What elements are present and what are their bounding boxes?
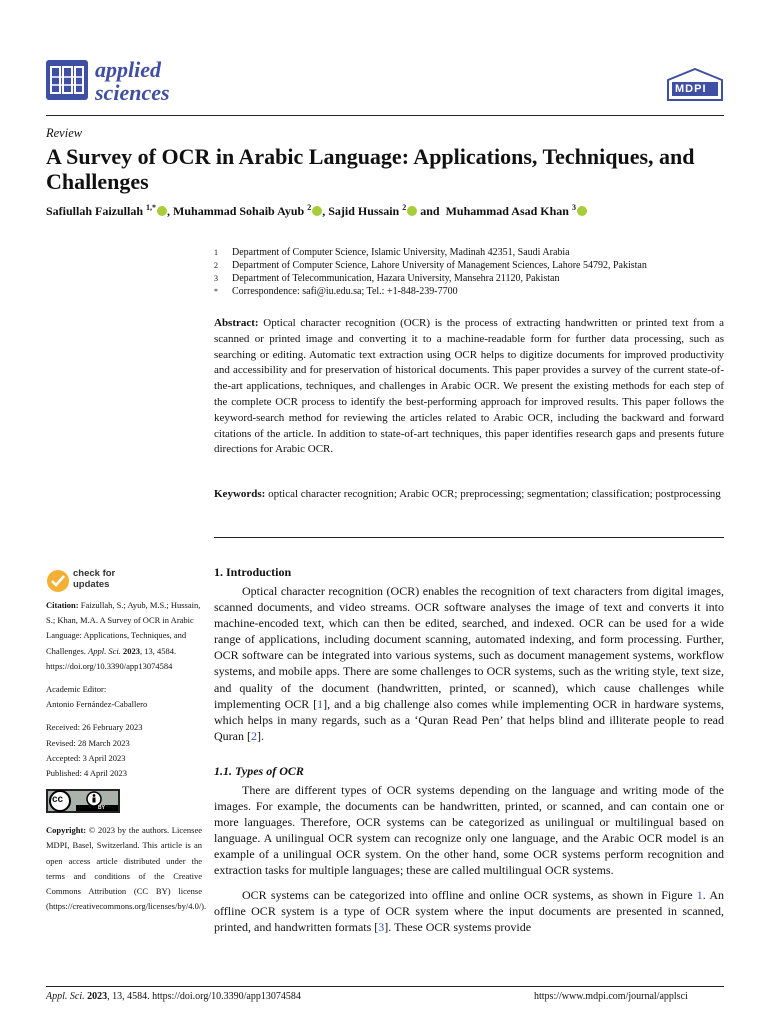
orcid-icon[interactable]	[157, 206, 167, 216]
author-affiliation-marker: 2	[307, 203, 312, 212]
journal-emblem-icon	[46, 60, 88, 100]
author-separator: ,	[322, 204, 329, 218]
footer-journal-url[interactable]: https://www.mdpi.com/journal/applsci	[534, 991, 688, 1002]
citation-doi-link[interactable]: https://doi.org/10.3390/app13074584	[46, 660, 173, 671]
affiliation-text: Department of Computer Science, Islamic University, Madinah 42351, Saudi Arabia	[232, 247, 570, 258]
abstract	[214, 316, 724, 458]
citation-block	[46, 598, 202, 674]
affiliation-text: Department of Telecommunication, Hazara University, Mansehra 21120, Pakistan	[232, 273, 560, 284]
abstract-label: Abstract:	[214, 317, 259, 329]
subsection-heading-types-of-ocr: 1.1. Types of OCR	[214, 764, 304, 778]
author-name[interactable]: Safiullah Faizullah	[46, 204, 144, 218]
cc-by-license-badge[interactable]	[46, 789, 120, 813]
check-for-updates-button[interactable]	[46, 568, 156, 594]
affiliation-number: 1	[214, 248, 218, 257]
author-list	[46, 203, 746, 219]
journal-logo	[46, 58, 186, 110]
copyright-text: © 2023 by the authors. Licensee MDPI, Basel, Switzerland. This article is an open access article distributed under the terms and conditions of the Creative Commons Attribution (CC BY) license (https://creativecommons.org/licenses/by/4.0/).	[46, 825, 207, 912]
types-text-part3: ]. These OCR systems provide	[384, 920, 532, 935]
copyright-block	[46, 823, 207, 914]
journal-name-line1: applied	[95, 57, 161, 82]
affiliation-item	[214, 246, 724, 259]
intro-text-part2: ], and a big challenge also comes while implementing OCR in hardware systems, which helps in many regards, such as a ‘Quran Read Pen’ that helps blind and illiterate people to read Quran [	[214, 696, 725, 743]
affiliation-number: 2	[214, 261, 218, 270]
section-heading-introduction: 1. Introduction	[214, 565, 292, 579]
journal-name-line2: sciences	[95, 80, 170, 105]
footer-citation	[46, 991, 301, 1002]
section-divider	[214, 537, 724, 538]
citation-volume: , 13, 4584.	[139, 645, 177, 656]
types-paragraph-2	[214, 887, 724, 935]
received-date: Received: 26 February 2023	[46, 722, 143, 733]
orcid-icon[interactable]	[407, 206, 417, 216]
publisher-logo	[666, 68, 724, 102]
affiliation-number: *	[214, 287, 218, 296]
dates-block	[46, 720, 202, 781]
orcid-icon[interactable]	[577, 206, 587, 216]
citation-label: Citation:	[46, 600, 79, 610]
author-separator: ,	[167, 204, 174, 218]
affiliation-item	[214, 285, 724, 298]
intro-paragraph	[214, 583, 724, 744]
published-date: Published: 4 April 2023	[46, 768, 127, 779]
keywords	[214, 487, 724, 503]
correspondence-text[interactable]: Correspondence: safi@iu.edu.sa; Tel.: +1-848-239-7700	[232, 286, 458, 297]
article-info-sidebar	[46, 598, 207, 914]
footer-journal: Appl. Sci.	[46, 991, 85, 1002]
publisher-name: MDPI	[675, 83, 707, 95]
author-conjunction: and	[417, 204, 443, 218]
keywords-text: optical character recognition; Arabic OCR; preprocessing; segmentation; classification; postprocessing	[268, 488, 721, 500]
revised-date: Revised: 28 March 2023	[46, 737, 130, 748]
author-affiliation-marker: 3	[571, 203, 576, 212]
types-text-part1: OCR systems can be categorized into offline and online OCR systems, as shown in Figure	[242, 888, 697, 902]
cc-label: cc	[52, 794, 64, 806]
author-name[interactable]: Muhammad Asad Khan	[445, 204, 569, 218]
intro-text-part1: Optical character recognition (OCR) enables the recognition of text characters from digital images, scanned documents, and video streams. OCR software analyses the image of text and converts it into machine-encoded text, which can then be edited, searched, and indexed. OCR can be used for a wide range of applications, including document scanning, automated indexing, and form processing. Further, OCR software can be integrated into various systems, such as document management systems, workflow systems, and mobile apps. There are some challenges to OCR systems, such as the writing style, text size, and quality of the document (handwritten, printed, or scanned), which cause challenges while implementing OCR [	[214, 584, 724, 711]
citation-year: 2023	[122, 645, 140, 656]
figure-link[interactable]: 1	[696, 888, 703, 902]
intro-text-part3: ].	[256, 728, 264, 743]
footer-divider	[46, 986, 724, 987]
citation-journal: Appl. Sci.	[88, 645, 121, 656]
check-updates-line1: check for	[73, 568, 116, 579]
abstract-text: Optical character recognition (OCR) is the process of extracting handwritten or printed text from a scanned or printed image and converting it to a machine-readable form for further data processing, such as searching or editing. Automatic text extraction using OCR helps to digitize documents for improved productivity and accessibility and for preservation of historical documents. This paper provides a survey of the current state-of-the-art applications, techniques, and challenges in Arabic OCR. We present the existing methods for each step of the complete OCR process to identify the best-performing approach for improved results. This paper follows the keyword-search method for reviewing the articles related to Arabic OCR, including the backward and forward citations of the article. In addition to state-of-art techniques, this paper identifies research gaps and presents future directions for Arabic OCR.	[214, 317, 724, 456]
reference-link[interactable]: 1	[317, 696, 324, 711]
check-updates-icon	[46, 569, 70, 593]
author-affiliation-marker: 1,*	[146, 203, 157, 212]
by-label: BY	[98, 805, 105, 812]
affiliation-item	[214, 272, 724, 285]
keywords-label: Keywords:	[214, 488, 266, 500]
orcid-icon[interactable]	[312, 206, 322, 216]
footer-year: 2023	[87, 991, 108, 1002]
author-name[interactable]: Sajid Hussain	[328, 204, 400, 218]
header-divider	[46, 115, 724, 116]
editor-block	[46, 682, 202, 712]
editor-name: Antonio Fernández-Caballero	[46, 699, 148, 710]
affiliation-item	[214, 259, 724, 272]
citation-text: Faizullah, S.; Ayub, M.S.; Hussain, S.; Khan, M.A. A Survey of OCR in Arabic Language: Applications, Techniques, and Challenges.	[46, 600, 201, 656]
author-name[interactable]: Muhammad Sohaib Ayub	[173, 204, 305, 218]
check-updates-line2: updates	[73, 579, 110, 590]
types-text-part2: . An offline OCR system is a type of OCR system where the input documents are presented in scanned, printed, and handwritten formats [	[214, 888, 724, 935]
article-title: A Survey of OCR in Arabic Language: Applications, Techniques, and Challenges	[46, 144, 695, 194]
affiliation-number: 3	[214, 274, 218, 283]
copyright-label: Copyright:	[46, 825, 87, 836]
reference-link[interactable]: 2	[250, 728, 257, 743]
accepted-date: Accepted: 3 April 2023	[46, 752, 126, 763]
editor-label: Academic Editor:	[46, 684, 107, 695]
affiliation-text: Department of Computer Science, Lahore University of Management Sciences, Lahore 54792, Pakistan	[232, 260, 647, 271]
affiliations	[214, 246, 724, 298]
article-type: Review	[46, 126, 83, 140]
types-paragraph-1: There are different types of OCR systems depending on the language and writing mode of the images. For example, the documents can be handwritten, printed, or scanned, and can contain one or more languages. Therefore, OCR systems can be categorized as unilingual or multilingual based on language. A unilingual OCR system can recognize only one language, and the Arabic OCR model is an example of a unilingual OCR system. On the other hand, some OCR systems perform recognition and extraction tasks for multiple languages; these are called multilingual OCR systems.	[214, 783, 724, 878]
footer-doi[interactable]: , 13, 4584. https://doi.org/10.3390/app13074584	[107, 991, 301, 1002]
reference-link[interactable]: 3	[378, 920, 385, 935]
author-affiliation-marker: 2	[402, 203, 407, 212]
